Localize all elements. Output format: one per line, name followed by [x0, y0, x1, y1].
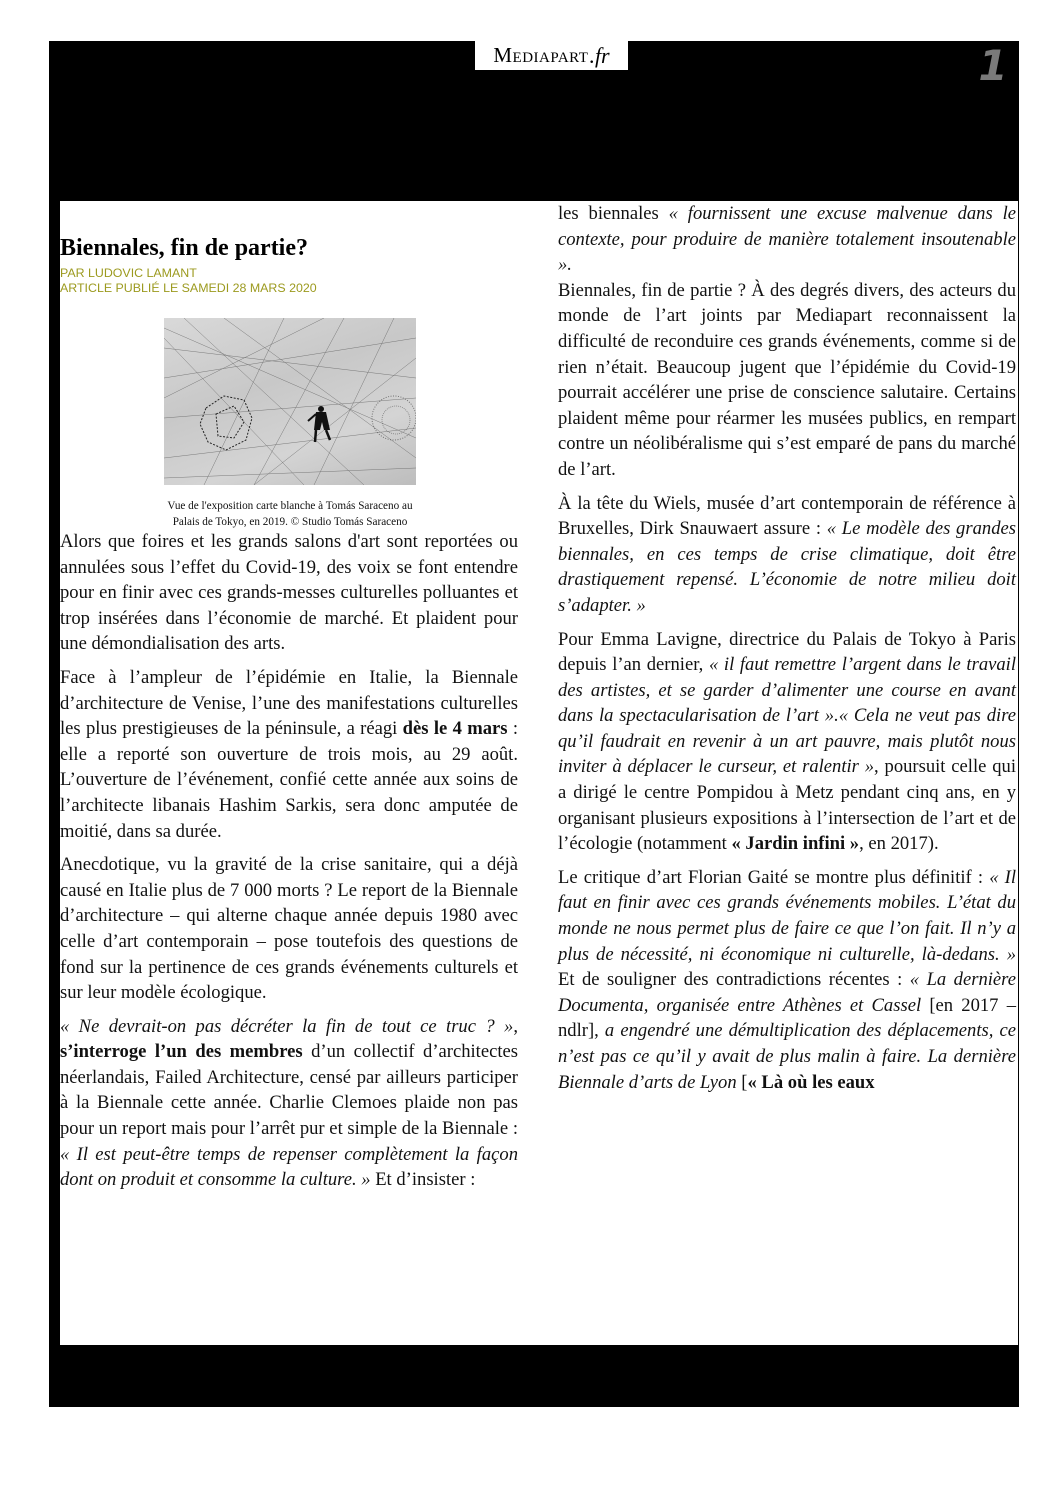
text-span: [en 2017 – ndlr], [558, 994, 1016, 1042]
text-span: : elle a reporté son ouverture de trois mois, au 29 août. L’ouverture de l’événement, confié cette année aux soins de l’architecte libanais Hashim Sarkis, sera donc amputée de moitié, dans sa durée. [60, 718, 518, 842]
paragraph [558, 491, 1016, 619]
image-caption [100, 498, 480, 530]
text-span: À la tête du Wiels, musée d’art contemporain de référence à Bruxelles, Dirk Snauwaert assure : [558, 492, 1016, 540]
text-span: Face à l’ampleur de l’épidémie en Italie, la Biennale d’architecture de Venise, l’une des manifestations culturelles les plus prestigieuses de la péninsule, a réagi [60, 666, 518, 740]
author: PAR LUDOVIC LAMANT [60, 266, 197, 280]
quote: « fournissent une excuse malvenue dans le contexte, pour produire de manière totalement insoutenable ». [558, 203, 1016, 276]
paragraph [60, 665, 518, 844]
caption-line-1: Vue de l'exposition carte blanche à Tomás Saraceno au [167, 500, 413, 512]
paragraph [558, 865, 1016, 1095]
left-body [60, 529, 518, 1201]
text-span: Et de souligner des contradictions récentes : [558, 969, 910, 991]
text-span: Pour Emma Lavigne, directrice du Palais de Tokyo à Paris depuis l’an dernier, [558, 628, 1016, 676]
right-column [558, 201, 1016, 1103]
mediapart-logo [475, 41, 628, 70]
logo-tld: .fr [589, 42, 610, 68]
quote: « Il faut en finir avec ces grands événements mobiles. L’état du monde ne nous permet plus de faire ce que l’on fait. Il n’y a plus de nécessité, ni économique ni culturelle, là-dedans. » [558, 866, 1016, 965]
logo-brand: Mediapart [493, 43, 589, 67]
paragraph: Anecdotique, vu la gravité de la crise sanitaire, qui a déjà causé en Italie plus de 7 000 morts ? Le report de la Biennale d’architecture – qui alterne chaque année depuis 1980 avec celle d’art contemporain – pose toutefois des questions de fond sur la pertinence de ces grands événements culturels et sur leur modèle écologique. [60, 854, 518, 1004]
quote: a engendré une démultiplication des déplacements, ce n’est pas ce qu’il y avait de plus malin à faire. La dernière Biennale d’arts de Lyon [558, 1020, 1016, 1093]
article-title: Biennales, fin de partie? [60, 235, 309, 261]
text-span: , en 2017). [859, 833, 939, 855]
quote: « Ne devrait-on pas décréter la fin de tout ce truc ? » [60, 1015, 514, 1037]
paragraph [60, 1014, 518, 1193]
publish-date: ARTICLE PUBLIÉ LE SAMEDI 28 MARS 2020 [60, 281, 317, 295]
article-page [60, 201, 1019, 1345]
byline [60, 266, 317, 296]
text-span: Et d’insister : [370, 1169, 476, 1191]
link-bold[interactable]: « Jardin infini » [731, 833, 860, 855]
quote: « il faut remettre l’argent dans le travail des artistes, et se garder d’alimenter une course en avant dans la spectacularisation de l’art ».« Cela ne veut pas dire qu’il faudrait en revenir à un art pauvre, mais plutôt nous inviter à déplacer le curseur, et ralentir » [558, 654, 1016, 778]
paragraph: Alors que foires et les grands salons d'art sont reportées ou annulées sous l’effet du Covid-19, des voix se font entendre pour en finir avec ces grands-messes culturelles polluantes et trop insérées dans l’économie de marché. Et plaident pour une démondialisation des arts. [60, 531, 518, 655]
text-span: [ [736, 1071, 748, 1093]
link-bold[interactable]: « Là où les eaux [747, 1071, 875, 1093]
link-bold[interactable]: s’interroge l’un des membres [60, 1041, 303, 1063]
text-span: , [513, 1015, 518, 1037]
text-span: les biennales [558, 203, 669, 224]
paragraph [558, 627, 1016, 857]
quote: « La dernière Documenta, organisée entre Athènes et Cassel [558, 969, 1016, 1016]
text-span: , poursuit celle qui a dirigé le centre Pompidou à Metz pendant cinq ans, en y organisant plusieurs expositions à l’intersection de l’art et de l’écologie (notamment [558, 756, 1016, 855]
page-number: 1 [978, 41, 1008, 90]
article-image [164, 318, 416, 485]
quote: « Il est peut-être temps de repenser complètement la façon dont on produit et consomme la culture. » [60, 1143, 518, 1191]
quote: « Le modèle des grandes biennales, en ces temps de crise climatique, doit être drastiquement repensé. L’économie de notre milieu doit s’adapter. » [558, 518, 1016, 616]
paragraph: Biennales, fin de partie ? À des degrés divers, des acteurs du monde de l’art joints par Mediapart reconnaissent la difficulté de reconduire ces grands événements, comme si de rien n’était. Beaucoup jugent que l’épidémie du Covid-19 pourrait accélérer une prise de conscience salutaire. Certains plaident même pour réarmer les musées publics, en rempart contre un néolibéralisme qui s’est emparé de pans du marché de l’art. [558, 279, 1016, 480]
link-bold[interactable]: dès le 4 mars [402, 718, 508, 740]
caption-line-2: Palais de Tokyo, en 2019. © Studio Tomás Saraceno [172, 516, 408, 528]
text-span: Le critique d’art Florian Gaité se montre plus définitif : [558, 866, 990, 888]
text-span: d’un collectif d’architectes néerlandais, Failed Architecture, censé par ailleurs participer à la Biennale cette année. Charlie Clemoes plaide non pas pour un report mais pour l’arrêt pur et simple de la Biennale : [60, 1041, 518, 1140]
installation-illustration [164, 318, 416, 485]
paragraph [558, 201, 1016, 278]
